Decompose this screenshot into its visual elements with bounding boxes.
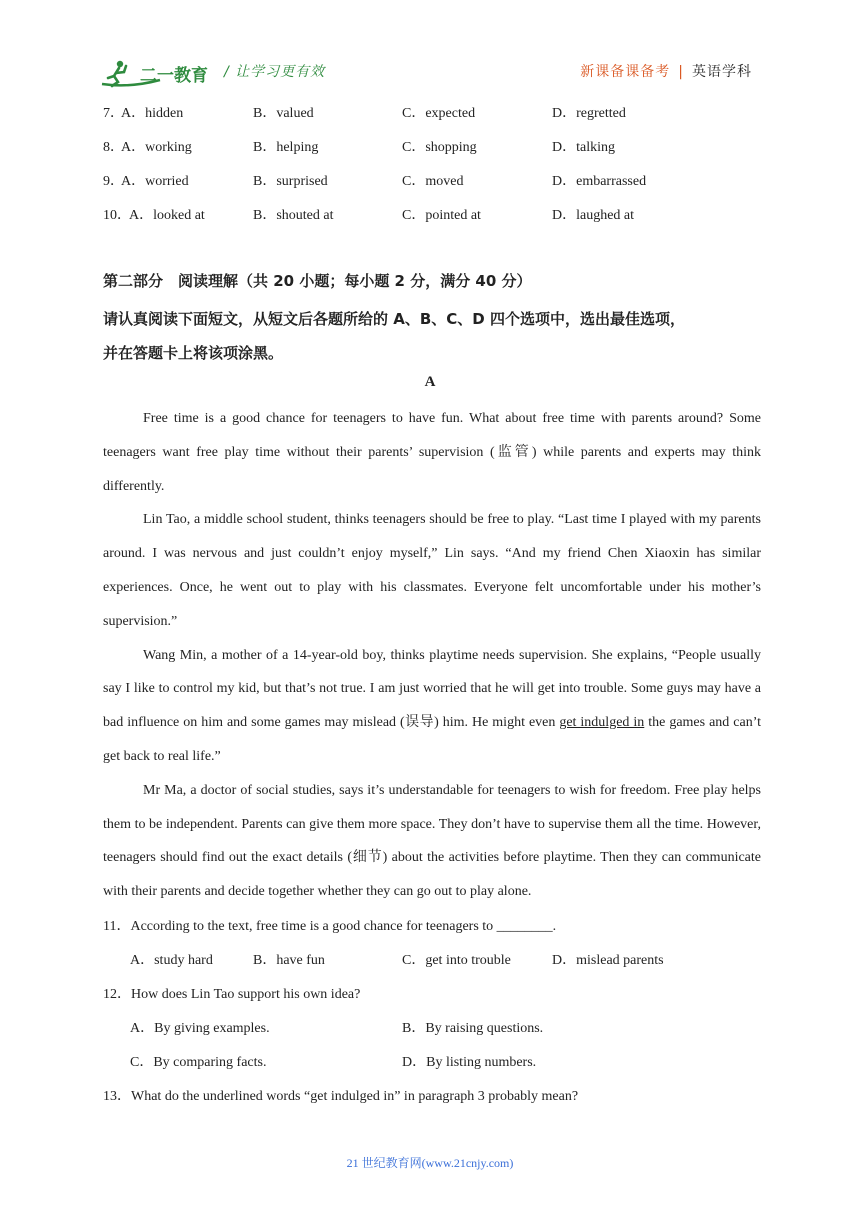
option-d: D．laughed at bbox=[552, 208, 635, 223]
option-b: B．helping bbox=[253, 140, 319, 155]
question-stem: 12．How does Lin Tao support his own idea? bbox=[103, 987, 361, 1002]
reading-passage bbox=[103, 402, 761, 909]
option-c: C．expected bbox=[402, 106, 476, 121]
instruction-line: 请认真阅读下面短文，从短文后各题所给的 A、B、C、D 四个选项中，选出最佳选项， bbox=[103, 310, 685, 328]
option-b: B．valued bbox=[253, 106, 314, 121]
header-subject-label: 英语学科 bbox=[692, 64, 752, 80]
answer-option: C．By comparing facts. bbox=[130, 1055, 267, 1070]
answer-option: C．get into trouble bbox=[402, 953, 511, 968]
option-d: D．regretted bbox=[552, 106, 626, 121]
page-header bbox=[0, 0, 860, 100]
paragraph: Free time is a good chance for teenagers to have fun. What about free time with parents around? Some teenagers want free play time without their parents’ supervision (监管) while parents and experts may think differently. bbox=[103, 411, 761, 494]
question-number: 7． bbox=[103, 106, 124, 121]
header-course-label: 新课备课备考 bbox=[580, 64, 671, 80]
option-a: A．working bbox=[121, 140, 192, 155]
paragraph bbox=[103, 639, 761, 774]
question-stem: 11．According to the text, free time is a good chance for teenagers to ________. bbox=[103, 919, 557, 934]
option-a: A．hidden bbox=[121, 106, 184, 121]
header-separator: | bbox=[678, 64, 684, 80]
answer-option: B．have fun bbox=[253, 953, 325, 968]
option-c: C．pointed at bbox=[402, 208, 481, 223]
option-a: A．looked at bbox=[129, 208, 205, 223]
section-title: 第二部分 阅读理解（共 20 小题；每小题 2 分，满分 40 分） bbox=[103, 272, 532, 290]
header-subject bbox=[580, 61, 752, 81]
paragraph: Lin Tao, a middle school student, thinks teenagers should be free to play. “Last time I played with my parents around. I was nervous and just couldn’t enjoy myself,” Lin says. “And my friend Chen Xiaoxin has similar experiences. Once, he went out to play with his classmates. Everyone felt uncomfortable under his mother’s supervision.” bbox=[103, 512, 761, 629]
option-c: C．shopping bbox=[402, 140, 477, 155]
option-row bbox=[103, 202, 763, 236]
question-stem: 13．What do the underlined words “get indulged in” in paragraph 3 probably mean? bbox=[103, 1089, 579, 1104]
logo-icon bbox=[100, 58, 212, 90]
paragraph: Mr Ma, a doctor of social studies, says it’s understandable for teenagers to wish for freedom. Free play helps them to be independent. Parents can give them more space. They don’t have to supervise them all the time. However, teenagers should find out the exact details (细节) about the activities before playtime. Then they can communicate with their parents and decide together whether they can go out to play alone. bbox=[103, 782, 761, 900]
header-slogan: / 让学习更有效 bbox=[224, 64, 326, 80]
answer-option: D．mislead parents bbox=[552, 953, 664, 968]
option-row bbox=[103, 134, 763, 168]
instruction-line: 并在答题卡上将该项涂黑。 bbox=[103, 344, 284, 362]
svg-text:二一教育: 二一教育 bbox=[140, 66, 208, 86]
option-d: D．talking bbox=[552, 140, 615, 155]
option-c: C．moved bbox=[402, 174, 464, 189]
passage-heading: A bbox=[424, 374, 436, 390]
answer-option: D．By listing numbers. bbox=[402, 1055, 537, 1070]
cloze-options bbox=[103, 100, 763, 236]
section-instructions bbox=[103, 302, 763, 370]
option-a: A．worried bbox=[121, 174, 189, 189]
option-row bbox=[103, 100, 763, 134]
question-number: 8． bbox=[103, 140, 124, 155]
underlined-phrase: get indulged in bbox=[559, 715, 645, 731]
option-b: B．surprised bbox=[253, 174, 328, 189]
question-number: 10． bbox=[103, 208, 131, 223]
paragraph-text: the games and can’t get back to real life.” bbox=[103, 715, 761, 764]
option-b: B．shouted at bbox=[253, 208, 334, 223]
question-number: 9． bbox=[103, 174, 124, 189]
paragraph-text: Wang Min, a mother of a 14-year-old boy, thinks playtime needs supervision. She explains, “People usually say I like to control my kid, but that’s not true. I am just worried that he will get into trouble. Some guys may have a bad influence on him and some games may mislead (误导) him. He might even bbox=[103, 647, 761, 731]
page-footer: 21 世纪教育网(www.21cnjy.com) bbox=[346, 1156, 514, 1170]
answer-option: A．study hard bbox=[130, 953, 213, 968]
option-row bbox=[103, 168, 763, 202]
option-d: D．embarrassed bbox=[552, 174, 647, 189]
answer-option: B．By raising questions. bbox=[402, 1021, 544, 1036]
answer-option: A．By giving examples. bbox=[130, 1021, 270, 1036]
